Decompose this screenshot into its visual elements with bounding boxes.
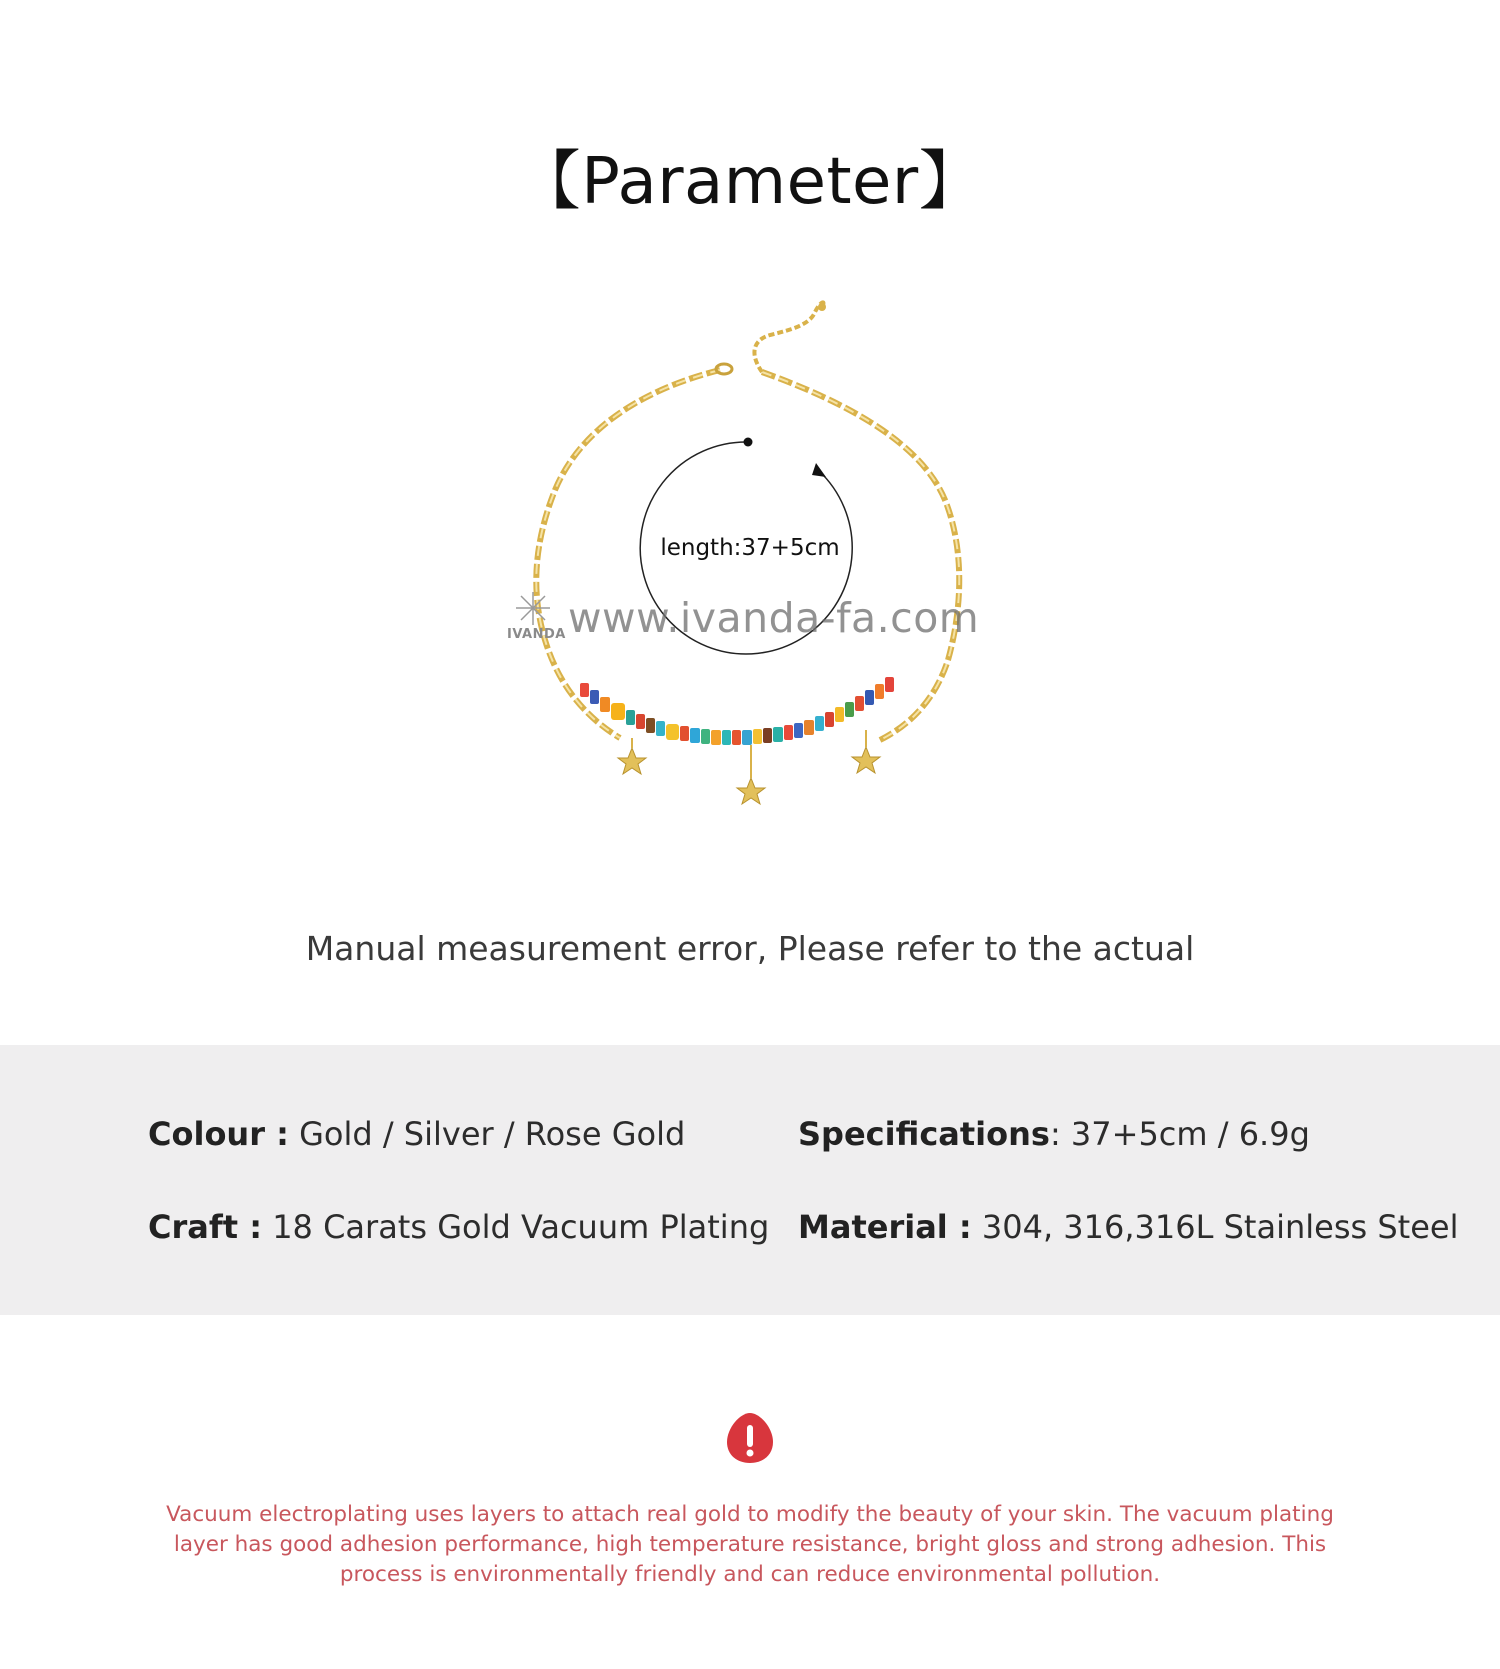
length-label: length:37+5cm <box>660 535 840 561</box>
spec-specifications <box>798 1115 1310 1153</box>
spec-material-value: 304, 316,316L Stainless Steel <box>971 1208 1459 1246</box>
spec-craft-key: Craft : <box>148 1208 263 1246</box>
watermark-brand: IVANDA <box>507 627 566 642</box>
spec-craft <box>148 1208 769 1246</box>
exclamation-drop-icon <box>724 1410 776 1466</box>
measurement-note: Manual measurement error, Please refer to the actual <box>305 929 1195 968</box>
extender-chain <box>754 302 823 372</box>
spec-craft-value: 18 Carats Gold Vacuum Plating <box>262 1208 770 1246</box>
page-title: 【Parameter】 <box>516 145 984 219</box>
spec-colour <box>148 1115 685 1153</box>
spec-band <box>0 1045 1500 1315</box>
watermark-logo-icon <box>516 592 550 625</box>
product-figure <box>0 280 1500 820</box>
spec-material-key: Material : <box>798 1208 972 1246</box>
spec-specifications-value: : 37+5cm / 6.9g <box>1049 1115 1310 1153</box>
bead-strand <box>580 677 894 745</box>
spec-specifications-key: Specifications <box>798 1115 1050 1153</box>
watermark-url: www.ivanda-fa.com <box>568 594 980 642</box>
spec-colour-value: Gold / Silver / Rose Gold <box>288 1115 686 1153</box>
spec-colour-key: Colour : <box>148 1115 289 1153</box>
spec-material <box>798 1208 1458 1246</box>
plating-notice: Vacuum electroplating uses layers to attach real gold to modify the beauty of your skin. The vacuum plating layer has good adhesion performance, high temperature resistance, bright gloss and strong adhesion. This process is environmentally friendly and can reduce environmental pollution. <box>166 1502 1334 1587</box>
